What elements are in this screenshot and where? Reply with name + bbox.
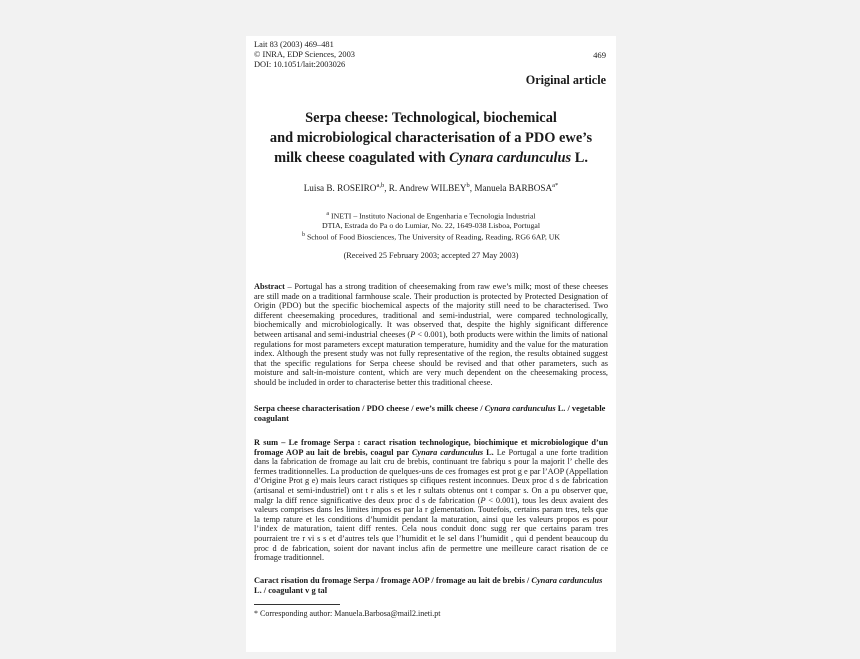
keywords-fr-species: Cynara cardunculus: [531, 576, 603, 585]
doi-line: DOI: 10.1051/lait:2003026: [254, 60, 346, 69]
title-species: Cynara cardunculus: [449, 150, 572, 166]
resume-title-2: L.: [483, 447, 494, 457]
title-line-3: [254, 148, 608, 168]
affiliation-a-line-2: DTIA, Estrada do Pa o do Lumiar, No. 22, 1649-038 Lisboa, Portugal: [322, 221, 540, 231]
article-title: [254, 108, 608, 168]
keywords-fr-2: L. / coagulant v g tal: [254, 586, 328, 595]
journal-page: [246, 36, 616, 652]
author-2-affil: b: [466, 182, 470, 189]
abstract-text-2: < 0.001), both products were within the limits of national regulations for most parameters except maturation temperature, humidity and the value for the maturation index. Although the present study was not fully representative of the region, the results obtained suggest that the specific regulations for Serpa cheese should be revised and that other parameters, such as moisture and salt-in-moisture content, which are very much dependent on the cheesemaking process, should be included in order to characterise better this traditional cheese.: [254, 329, 608, 387]
author-3-affil: a*: [552, 182, 559, 189]
resume-p-symbol: P: [480, 495, 486, 505]
abstract-p-symbol: P: [410, 329, 416, 339]
author-3: , Manuela BARBOSA: [469, 183, 553, 194]
title-line-3-prefix: milk cheese coagulated with: [274, 150, 450, 166]
author-2: , R. Andrew WILBEY: [384, 183, 467, 194]
abstract-label: Abstract: [254, 282, 285, 291]
affiliation-a-line-1: INETI – Instituto Nacional de Engenharia e Tecnologia Industrial: [329, 211, 536, 221]
affiliations: [254, 210, 608, 243]
journal-citation: Lait 83 (2003) 469–481: [254, 40, 334, 49]
resume-label: R sum: [254, 438, 278, 447]
affiliation-b-marker: b: [302, 232, 306, 239]
title-line-2: and microbiological characterisation of a PDO ewe’s: [269, 130, 593, 146]
resume-french: [254, 438, 608, 563]
title-line-3-suffix: L.: [571, 150, 588, 166]
keywords-en-species: Cynara cardunculus: [484, 404, 556, 413]
resume-text-2: < 0.001), tous les deux avaient des valeurs comprises dans les limites impos es par la r glementation. Toutefois, certains param tres, tels que la temp rature et les conditions d’humidit pendant la maturation, ainsi que les valeurs propos es pour l’index de maturation, taient diff rentes. Cela nous conduit donc sugg rer que certains param tres pourraient tre r vi s s et d’autres tels que l’humidit et le sel dans l’humidit , qui d pendent beaucoup du proc d de fabrication, soient dor navant inclus afin de permettre une meilleure caract risation de ce fromage traditionnel.: [254, 495, 608, 563]
abstract-text-1: – Portugal has a strong tradition of cheesemaking from raw ewe’s milk; most of these cheeses are still made on a traditional farmhouse scale. Their production is protected by Protected Designation of Origin (PDO) but the specific biochemical aspects of the majority still need to be characterised. Two different cheesemaking procedures, traditional and semi-industrial, were compared technologically, biochemically and microbiologically. It was observed that, despite the highly significant difference between artisanal and semi-industrial cheeses (: [254, 282, 608, 339]
affiliation-a: [254, 210, 608, 221]
copyright-line: © INRA, EDP Sciences, 2003: [254, 50, 355, 59]
keywords-fr-1: Caract risation du fromage Serpa / fromage AOP / fromage au lait de brebis /: [254, 576, 532, 585]
journal-header: [254, 40, 355, 70]
title-line-1: Serpa cheese: Technological, biochemical: [305, 110, 557, 126]
author-list: [254, 182, 608, 193]
author-1: Luisa B. ROSEIRO: [303, 183, 377, 194]
author-1-affil: a,b: [376, 182, 385, 189]
keywords-en-1: Serpa cheese characterisation / PDO cheese / ewe’s milk cheese /: [254, 404, 485, 413]
article-type: Original article: [525, 73, 606, 87]
received-dates: (Received 25 February 2003; accepted 27 May 2003): [343, 251, 519, 260]
resume-title-species: Cynara cardunculus: [411, 447, 484, 457]
corresponding-author-footnote: * Corresponding author: Manuela.Barbosa@mail2.ineti.pt: [254, 609, 441, 618]
affiliation-b: [254, 231, 608, 242]
abstract: [254, 282, 608, 388]
keywords-en-2: L. / vegetable coagulant: [254, 404, 606, 423]
resume-title-1: – Le fromage Serpa : caract risation technologique, biochimique et microbiologique d’un fromage AOP au lait de brebis, coagul par: [254, 438, 608, 457]
affiliation-a-marker: a: [326, 211, 330, 217]
keywords-french: [254, 576, 608, 596]
resume-text-1: Le Portugal a une forte tradition dans la fabrication de fromage au lait cru de brebis, continuant tre fabriqu s pour la majorit l’ chelle des fermes traditionnelles. La production de quelques-uns de ces fromages est prot g e par l’AOP (Appellation d’Origine Prot g e) mais leurs caract ristiques sp cifiques restent inconnues. Deux proc d s de fabrication (artisanal et semi-industriel) ont t r alis s et les r sultats obtenus ont t compar s. On a pu observer que, malgr la diff rence significative des deux proc d s de fabrication (: [254, 447, 608, 505]
keywords-english: [254, 404, 608, 424]
footnote-divider: [254, 604, 340, 605]
affiliation-b-line: School of Food Biosciences, The University of Reading, Reading, RG6 6AP, UK: [305, 232, 560, 242]
page-number: 469: [593, 50, 606, 60]
